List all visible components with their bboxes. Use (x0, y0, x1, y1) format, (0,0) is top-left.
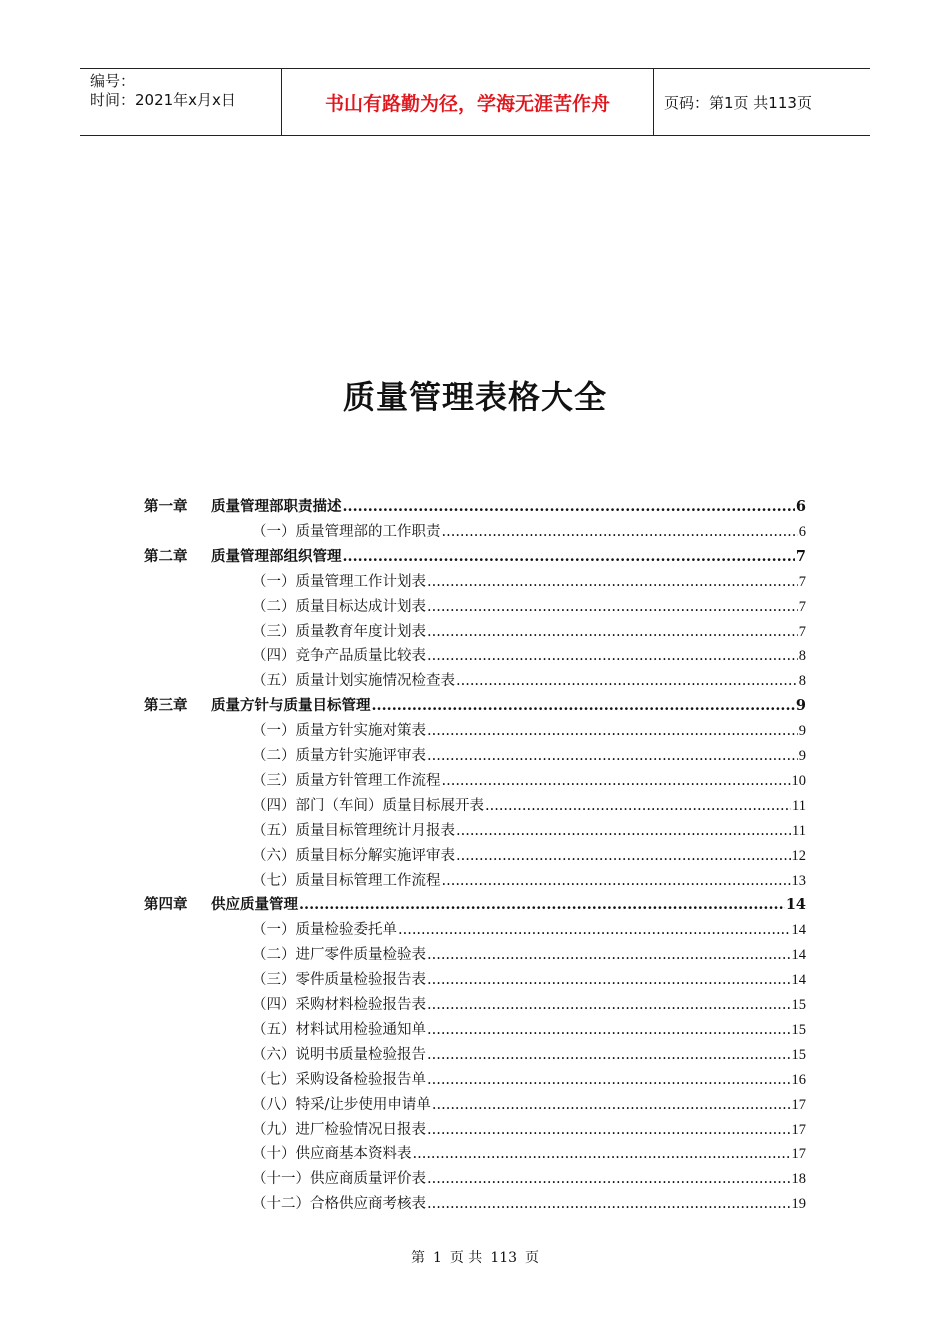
toc-leader-dots (456, 672, 798, 690)
toc-leader-dots (432, 1096, 791, 1114)
toc-page-number: 6 (798, 523, 806, 540)
toc-entry-text: （二）质量目标达成计划表 (252, 598, 426, 615)
toc-page-number: 10 (791, 772, 806, 789)
toc-leader-dots (442, 772, 791, 790)
toc-entry-label (252, 1145, 412, 1163)
header-page-cell (654, 69, 870, 135)
toc-leader-dots (343, 498, 795, 516)
toc-chapter-number: 第二章 (144, 547, 188, 565)
toc-page-number: 15 (791, 1021, 806, 1038)
toc-page-number: 17 (791, 1146, 806, 1163)
toc-section-entry[interactable] (252, 592, 806, 616)
toc-entry-label (252, 822, 455, 840)
toc-entry-text: （三）质量方针管理工作流程 (252, 772, 441, 789)
toc-leader-dots (427, 1170, 791, 1188)
toc-section-entry[interactable] (252, 816, 806, 840)
toc-entry-label (252, 996, 426, 1014)
number-label: 编号： (90, 72, 136, 90)
toc-entry-label (252, 772, 441, 790)
toc-section-entry[interactable] (252, 666, 806, 690)
toc-entry-label (252, 1021, 426, 1039)
toc-entry-label (144, 697, 371, 715)
toc-leader-dots (456, 847, 791, 865)
toc-entry-text: （十二）合格供应商考核表 (252, 1196, 426, 1213)
toc-section-entry[interactable] (252, 1065, 806, 1089)
footer-current-page: 1 (432, 1250, 442, 1266)
toc-leader-dots (442, 523, 798, 541)
toc-leader-dots (427, 722, 798, 740)
toc-page-number: 16 (791, 1071, 806, 1088)
toc-section-entry[interactable] (252, 1090, 806, 1114)
toc-section-entry[interactable] (252, 716, 806, 740)
toc-entry-text: （十）供应商基本资料表 (252, 1146, 412, 1163)
page-footer (0, 1247, 950, 1267)
toc-leader-dots (299, 896, 785, 914)
toc-section-entry[interactable] (252, 791, 806, 815)
toc-section-entry[interactable] (252, 965, 806, 989)
toc-page-number: 7 (798, 623, 806, 640)
toc-entry-text: （五）质量计划实施情况检查表 (252, 673, 455, 690)
slogan-text: 书山有路勤为径，学海无涯苦作舟 (324, 92, 610, 115)
toc-entry-text: （六）说明书质量检验报告 (252, 1046, 426, 1063)
toc-section-entry[interactable] (252, 1015, 806, 1039)
toc-entry-label (252, 1096, 431, 1114)
toc-leader-dots (343, 548, 795, 566)
toc-section-entry[interactable] (252, 1040, 806, 1064)
toc-entry-text: （七）采购设备检验报告单 (252, 1071, 426, 1088)
toc-page-number: 19 (791, 1196, 806, 1213)
toc-entry-label (144, 498, 342, 516)
toc-entry-label (252, 598, 426, 616)
toc-leader-dots (456, 822, 791, 840)
toc-section-entry[interactable] (252, 866, 806, 890)
toc-chapter-entry[interactable] (144, 691, 806, 715)
toc-leader-dots (485, 797, 791, 815)
toc-section-entry[interactable] (252, 1115, 806, 1139)
toc-section-entry[interactable] (252, 1139, 806, 1163)
footer-suffix: 页 (525, 1250, 540, 1266)
toc-entry-label (252, 1121, 426, 1139)
toc-leader-dots (427, 971, 791, 989)
toc-section-entry[interactable] (252, 940, 806, 964)
toc-page-number: 6 (795, 498, 806, 515)
toc-page-number: 8 (798, 648, 806, 665)
toc-leader-dots (442, 872, 791, 890)
toc-leader-dots (427, 598, 798, 616)
toc-leader-dots (427, 573, 798, 591)
toc-leader-dots (427, 1195, 791, 1213)
toc-entry-text: （三）零件质量检验报告表 (252, 972, 426, 989)
toc-entry-label (252, 523, 441, 541)
toc-section-entry[interactable] (252, 1189, 806, 1213)
toc-section-entry[interactable] (252, 641, 806, 665)
document-title: 质量管理表格大全 (342, 378, 607, 416)
toc-entry-label (252, 672, 455, 690)
toc-leader-dots (427, 1021, 791, 1039)
toc-section-entry[interactable] (252, 741, 806, 765)
toc-page-number: 18 (791, 1171, 806, 1188)
toc-entry-text: （五）质量目标管理统计月报表 (252, 822, 455, 839)
toc-entry-label (252, 1195, 426, 1213)
toc-section-entry[interactable] (252, 990, 806, 1014)
toc-entry-text: 质量管理部组织管理 (211, 547, 342, 565)
toc-page-number: 13 (791, 872, 806, 889)
toc-entry-text: （三）质量教育年度计划表 (252, 623, 426, 640)
toc-page-number: 11 (792, 822, 806, 839)
toc-entry-text: （八）特采/让步使用申请单 (252, 1096, 431, 1113)
toc-page-number: 15 (791, 1046, 806, 1063)
toc-entry-label (252, 847, 455, 865)
toc-chapter-number: 第三章 (144, 697, 188, 715)
toc-section-entry[interactable] (252, 841, 806, 865)
toc-page-number: 11 (792, 797, 806, 814)
toc-entry-text: （一）质量管理工作计划表 (252, 573, 426, 590)
toc-page-number: 17 (791, 1096, 806, 1113)
toc-entry-label (252, 573, 426, 591)
toc-chapter-entry[interactable] (144, 492, 806, 516)
toc-leader-dots (398, 921, 791, 939)
toc-entry-label (252, 747, 426, 765)
toc-entry-text: 质量管理部职责描述 (211, 498, 342, 515)
toc-entry-text: （十一）供应商质量评价表 (252, 1171, 426, 1188)
toc-page-number: 9 (798, 723, 806, 740)
toc-section-entry[interactable] (252, 517, 806, 541)
toc-section-entry[interactable] (252, 766, 806, 790)
toc-section-entry[interactable] (252, 617, 806, 641)
toc-leader-dots (372, 697, 795, 715)
toc-page-number: 7 (795, 547, 806, 565)
toc-chapter-entry[interactable] (144, 542, 806, 566)
toc-entry-text: （四）采购材料检验报告表 (252, 997, 426, 1013)
toc-entry-text: （五）材料试用检验通知单 (252, 1021, 426, 1038)
toc-section-entry[interactable] (252, 1164, 806, 1188)
toc-leader-dots (427, 1071, 791, 1089)
toc-entry-text: （一）质量检验委托单 (252, 922, 397, 939)
toc-leader-dots (427, 996, 791, 1014)
toc-entry-text: （一）质量管理部的工作职责 (252, 523, 441, 540)
toc-page-number: 14 (791, 947, 806, 964)
toc-entry-label (144, 548, 342, 566)
toc-entry-label (252, 722, 426, 740)
header-table (80, 68, 870, 136)
toc-leader-dots (427, 1121, 791, 1139)
header-meta-cell (80, 69, 282, 135)
toc-page-number: 9 (798, 748, 806, 764)
toc-page-number: 15 (791, 997, 806, 1013)
toc-entry-text: （二）质量方针实施评审表 (252, 748, 426, 764)
toc-entry-text: （六）质量目标分解实施评审表 (252, 847, 455, 864)
footer-mid: 页 共 (449, 1250, 483, 1266)
toc-entry-label (144, 896, 298, 914)
page-info: 页码：第1页 共113页 (664, 93, 812, 112)
toc-entry-text: （四）部门（车间）质量目标展开表 (252, 797, 484, 814)
toc-chapter-entry[interactable] (144, 890, 806, 914)
toc-leader-dots (427, 747, 798, 765)
toc-entry-label (252, 623, 426, 641)
toc-leader-dots (427, 647, 798, 665)
toc-section-entry[interactable] (252, 567, 806, 591)
header-slogan-cell (282, 69, 654, 135)
toc-entry-text: （一）质量方针实施对策表 (252, 723, 426, 740)
toc-page-number: 9 (795, 697, 806, 715)
toc-page-number: 12 (791, 847, 806, 864)
toc-entry-label (252, 647, 426, 665)
toc-leader-dots (427, 946, 791, 964)
toc-page-number: 8 (798, 673, 806, 690)
toc-section-entry[interactable] (252, 915, 806, 939)
toc-entry-text: 质量方针与质量目标管理 (211, 697, 371, 715)
toc-entry-label (252, 872, 441, 890)
toc-page-number: 14 (791, 922, 806, 939)
footer-total-pages: 113 (490, 1250, 518, 1266)
toc-page-number: 14 (785, 896, 806, 914)
toc-entry-label (252, 1170, 426, 1188)
footer-prefix: 第 (410, 1250, 425, 1266)
toc-entry-text: （四）竞争产品质量比较表 (252, 648, 426, 665)
toc-page-number: 7 (798, 573, 806, 590)
toc-page-number: 17 (791, 1121, 806, 1138)
toc-chapter-number: 第一章 (144, 498, 188, 515)
toc-entry-text: 供应质量管理 (211, 896, 298, 914)
toc-entry-label (252, 921, 397, 939)
toc-page-number: 14 (791, 972, 806, 989)
toc-entry-label (252, 971, 426, 989)
toc-page-number: 7 (798, 598, 806, 615)
toc-entry-label (252, 1046, 426, 1064)
time-label: 时间：2021年x月x日 (90, 91, 236, 109)
toc-entry-text: （二）进厂零件质量检验表 (252, 947, 426, 964)
toc-entry-label (252, 1071, 426, 1089)
toc-leader-dots (427, 1046, 791, 1064)
toc-chapter-number: 第四章 (144, 896, 188, 914)
toc-entry-label (252, 946, 426, 964)
toc-entry-text: （七）质量目标管理工作流程 (252, 872, 441, 889)
toc-entry-text: （九）进厂检验情况日报表 (252, 1121, 426, 1138)
toc-leader-dots (413, 1145, 791, 1163)
toc-entry-label (252, 797, 484, 815)
toc-leader-dots (427, 623, 798, 641)
